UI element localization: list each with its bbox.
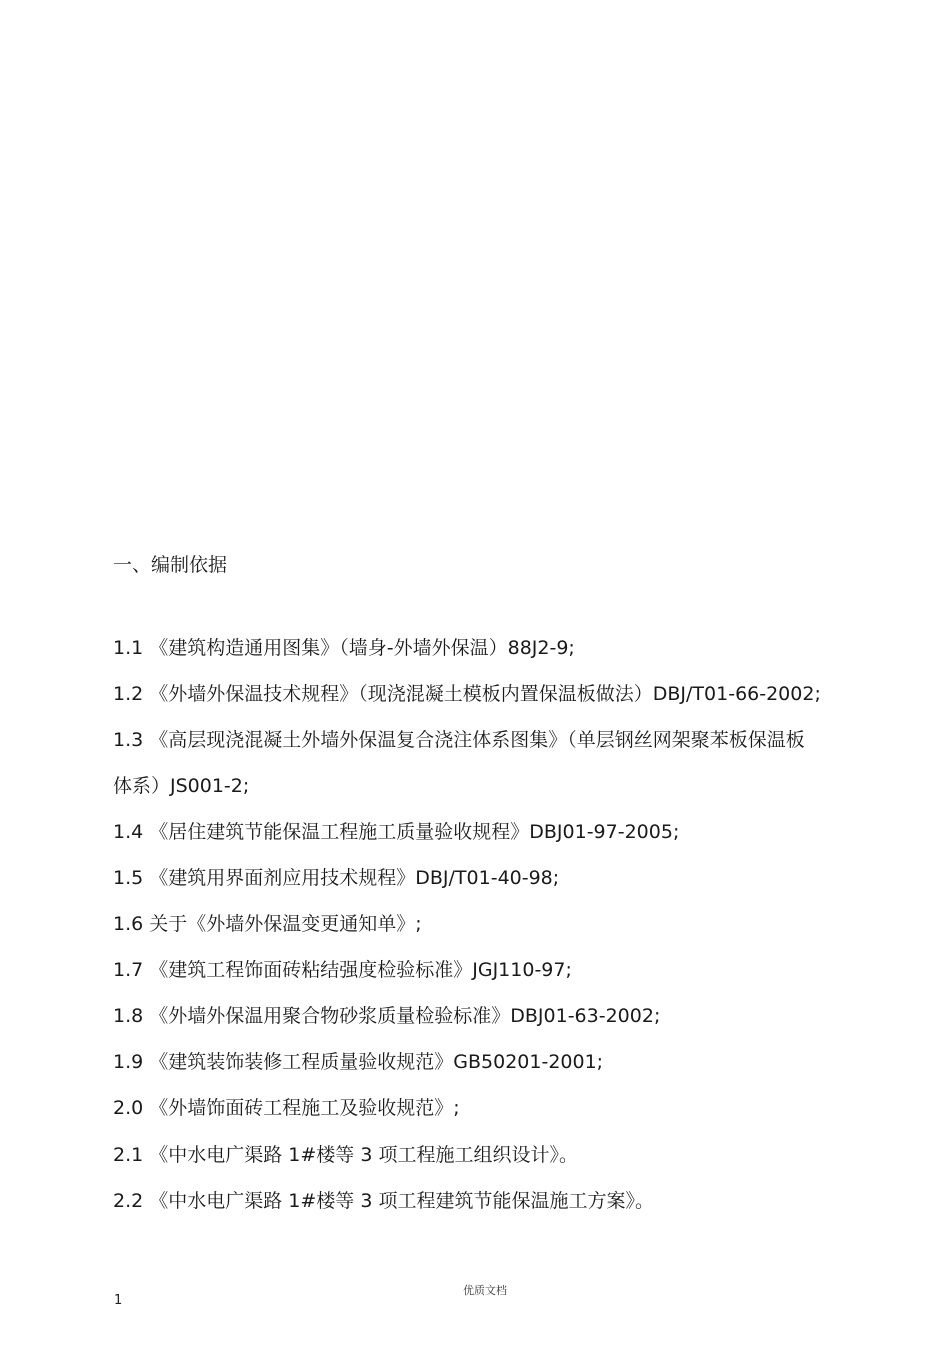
list-item: 1.4 《居住建筑节能保温工程施工质量验收规程》DBJ01-97-2005; [113, 821, 680, 843]
section-heading: 一、编制依据 [113, 554, 228, 576]
list-item: 2.0 《外墙饰面砖工程施工及验收规范》; [113, 1097, 460, 1119]
list-item: 1.8 《外墙外保温用聚合物砂浆质量检验标准》DBJ01-63-2002; [113, 1005, 661, 1027]
list-item: 1.5 《建筑用界面剂应用技术规程》DBJ/T01-40-98; [113, 867, 560, 889]
list-item: 2.1 《中水电广渠路 1#楼等 3 项工程施工组织设计》。 [113, 1144, 578, 1166]
list-item: 2.2 《中水电广渠路 1#楼等 3 项工程建筑节能保温施工方案》。 [113, 1190, 654, 1212]
list-item: 1.3 《高层现浇混凝土外墙外保温复合浇注体系图集》（单层钢丝网架聚苯板保温板 [113, 729, 805, 751]
list-item-continuation: 体系）JS001-2; [113, 775, 250, 797]
footer-label: 优质文档 [463, 1284, 507, 1297]
list-item: 1.9 《建筑装饰装修工程质量验收规范》GB50201-2001; [113, 1051, 604, 1073]
page-number: 1 [114, 1293, 123, 1308]
list-item: 1.7 《建筑工程饰面砖粘结强度检验标准》JGJ110-97; [113, 959, 572, 981]
list-item: 1.6 关于《外墙外保温变更通知单》; [113, 913, 422, 935]
list-item: 1.2 《外墙外保温技术规程》（现浇混凝土模板内置保温板做法）DBJ/T01-66-2002; [113, 683, 821, 705]
list-item: 1.1 《建筑构造通用图集》（墙身-外墙外保温）88J2-9; [113, 637, 575, 659]
